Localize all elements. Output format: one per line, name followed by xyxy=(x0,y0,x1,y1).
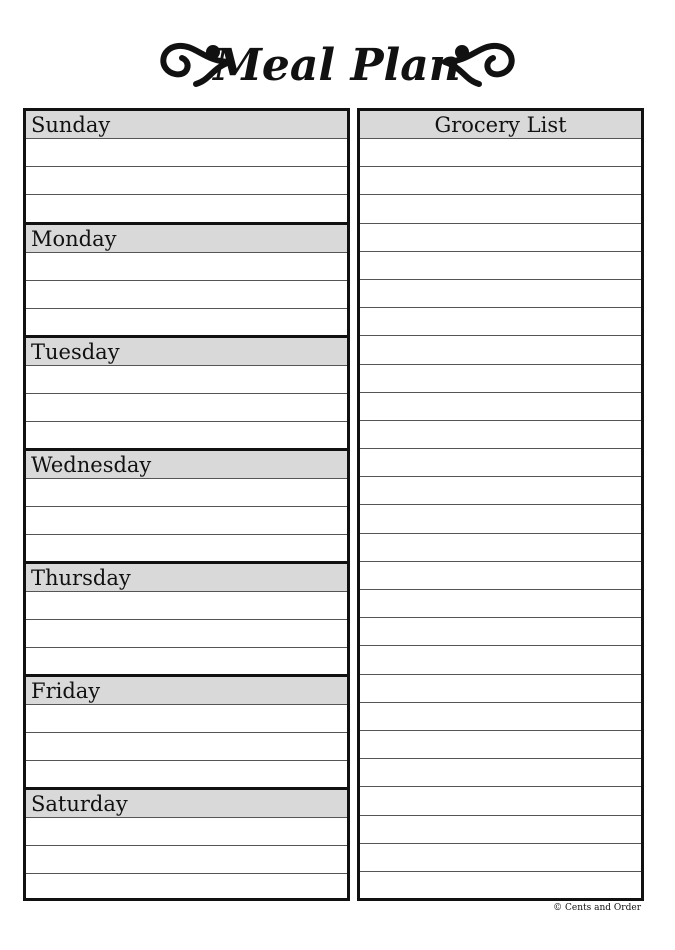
day-label: Wednesday xyxy=(26,451,347,479)
grocery-line[interactable] xyxy=(360,844,641,872)
grocery-line[interactable] xyxy=(360,195,641,223)
grocery-line[interactable] xyxy=(360,787,641,815)
grocery-panel xyxy=(357,108,644,901)
day-label: Sunday xyxy=(26,111,347,139)
meal-line[interactable] xyxy=(26,479,347,507)
meal-line[interactable] xyxy=(26,535,347,563)
meal-line[interactable] xyxy=(26,874,347,902)
grocery-line[interactable] xyxy=(360,562,641,590)
meal-line[interactable] xyxy=(26,620,347,648)
grocery-line[interactable] xyxy=(360,365,641,393)
grocery-line[interactable] xyxy=(360,139,641,167)
day-label: Saturday xyxy=(26,790,347,818)
meal-line[interactable] xyxy=(26,281,347,309)
meal-line[interactable] xyxy=(26,422,347,450)
day-block-sunday xyxy=(26,111,347,224)
grocery-line[interactable] xyxy=(360,167,641,195)
grocery-line[interactable] xyxy=(360,280,641,308)
grocery-line[interactable] xyxy=(360,534,641,562)
grocery-line[interactable] xyxy=(360,618,641,646)
grocery-line[interactable] xyxy=(360,675,641,703)
grocery-line[interactable] xyxy=(360,421,641,449)
meal-line[interactable] xyxy=(26,705,347,733)
day-label: Friday xyxy=(26,677,347,705)
meal-line[interactable] xyxy=(26,507,347,535)
grocery-line[interactable] xyxy=(360,308,641,336)
meal-line[interactable] xyxy=(26,648,347,676)
meal-line[interactable] xyxy=(26,818,347,846)
day-block-wednesday xyxy=(26,448,347,561)
meal-line[interactable] xyxy=(26,253,347,281)
meal-line[interactable] xyxy=(26,309,347,337)
meal-line[interactable] xyxy=(26,592,347,620)
grocery-line[interactable] xyxy=(360,505,641,533)
grocery-line[interactable] xyxy=(360,449,641,477)
day-label: Tuesday xyxy=(26,338,347,366)
day-block-saturday xyxy=(26,787,347,900)
grocery-line[interactable] xyxy=(360,872,641,900)
day-label: Monday xyxy=(26,225,347,253)
grocery-line[interactable] xyxy=(360,336,641,364)
day-label: Thursday xyxy=(26,564,347,592)
grocery-line[interactable] xyxy=(360,590,641,618)
meal-line[interactable] xyxy=(26,394,347,422)
meal-line[interactable] xyxy=(26,733,347,761)
copyright-credit: © Cents and Order xyxy=(553,903,641,913)
grocery-line[interactable] xyxy=(360,252,641,280)
meal-line[interactable] xyxy=(26,846,347,874)
meal-line[interactable] xyxy=(26,139,347,167)
day-block-tuesday xyxy=(26,335,347,448)
grocery-line[interactable] xyxy=(360,477,641,505)
days-panel xyxy=(23,108,350,901)
page-title xyxy=(0,22,675,102)
day-block-thursday xyxy=(26,561,347,674)
day-block-monday xyxy=(26,222,347,335)
meal-line[interactable] xyxy=(26,167,347,195)
grocery-line[interactable] xyxy=(360,393,641,421)
meal-line[interactable] xyxy=(26,366,347,394)
meal-line[interactable] xyxy=(26,195,347,223)
grocery-line[interactable] xyxy=(360,224,641,252)
grocery-line[interactable] xyxy=(360,731,641,759)
title-text: Meal Plan xyxy=(213,40,461,91)
grocery-line[interactable] xyxy=(360,703,641,731)
meal-line[interactable] xyxy=(26,761,347,789)
grocery-line[interactable] xyxy=(360,646,641,674)
grocery-line[interactable] xyxy=(360,759,641,787)
grocery-line[interactable] xyxy=(360,816,641,844)
day-block-friday xyxy=(26,674,347,787)
grocery-list-heading: Grocery List xyxy=(360,111,641,139)
